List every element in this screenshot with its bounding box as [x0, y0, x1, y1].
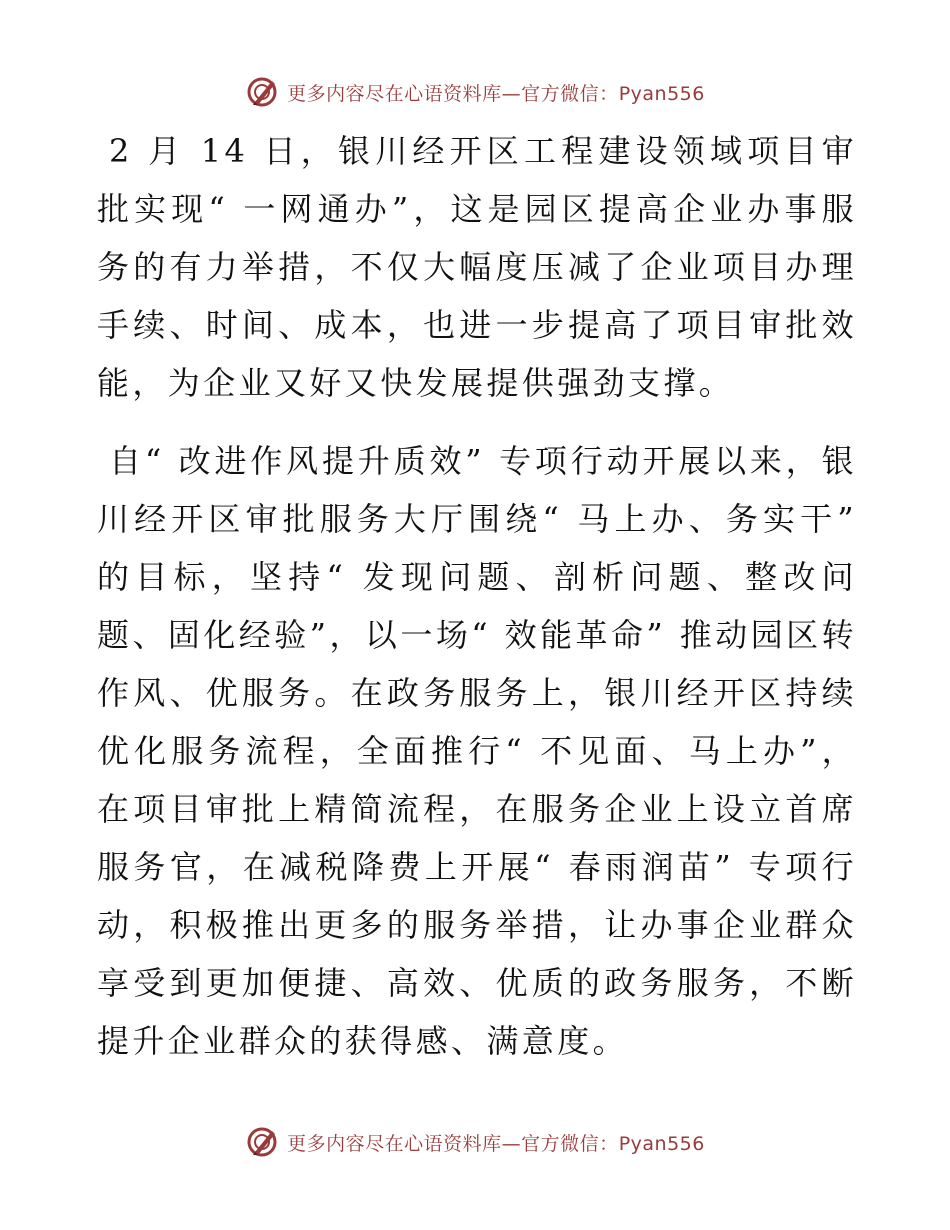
watermark-handle: Pyan556	[618, 82, 705, 105]
footer-watermark	[0, 1122, 950, 1162]
watermark-wechat-label: 官方微信：	[521, 82, 619, 105]
header-watermark	[0, 72, 950, 112]
watermark-handle: Pyan556	[618, 1132, 705, 1155]
pen-in-circle-icon	[245, 1125, 279, 1159]
watermark-brand: 更多内容尽在心语资料库	[287, 1132, 502, 1155]
paragraph-2: 自“ 改进作风提升质效” 专项行动开展以来，银川经开区审批服务大厅围绕“ 马上办、务实干” 的目标，坚持“ 发现问题、剖析问题、整改问题、固化经验”，以一场“ 效能革命” 推动园区转作风、优服务。在政务服务上，银川经开区持续优化服务流程，全面推行“ 不见面、马上办”，在项目审批上精简流程，在服务企业上设立首席服务官，在减税降费上开展“ 春雨润苗” 专项行动，积极推出更多的服务举措，让办事企业群众享受到更加便捷、高效、优质的政务服务，不断提升企业群众的获得感、满意度。	[97, 442, 857, 1060]
paragraph-1: 2 月 14 日，银川经开区工程建设领域项目审批实现“ 一网通办”，这是园区提高企业办事服务的有力举措，不仅大幅度压减了企业项目办理手续、时间、成本，也进一步提高了项目审批效能，为企业又好又快发展提供强劲支撑。	[97, 132, 857, 402]
document-body	[97, 122, 857, 1070]
watermark-separator: —	[501, 1132, 522, 1155]
watermark-text	[287, 1129, 705, 1156]
watermark-text	[287, 79, 705, 106]
watermark-brand: 更多内容尽在心语资料库	[287, 82, 502, 105]
watermark-wechat-label: 官方微信：	[521, 1132, 619, 1155]
watermark-separator: —	[501, 82, 522, 105]
pen-in-circle-icon	[245, 75, 279, 109]
